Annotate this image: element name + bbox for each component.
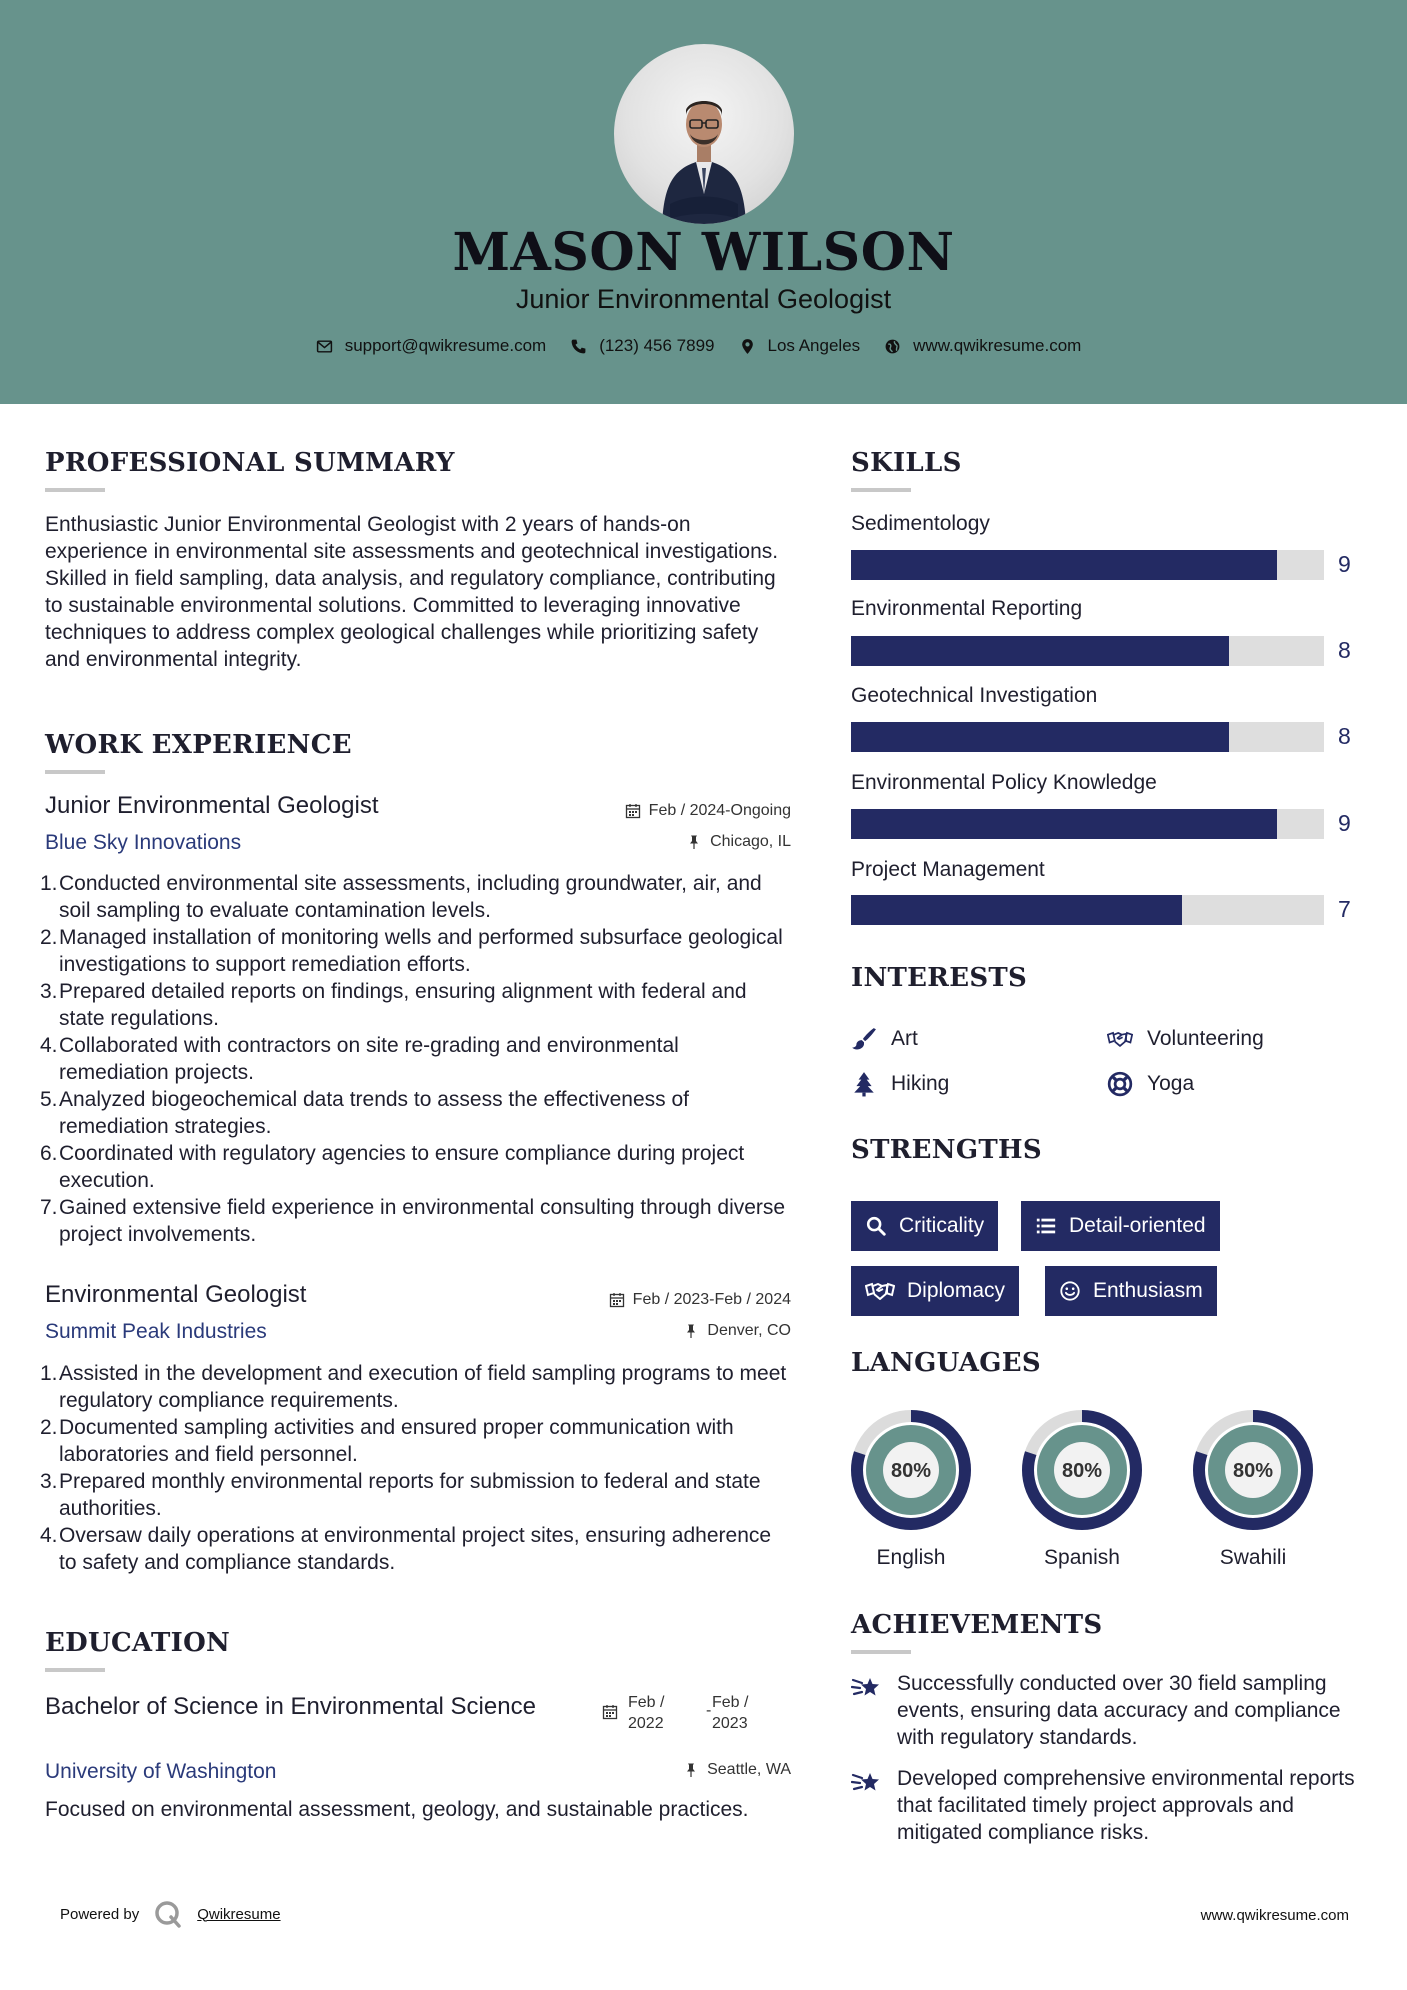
skill-bar-track [851, 636, 1324, 666]
language-gauge [1191, 1408, 1315, 1532]
education-description: Focused on environmental assessment, geology, and sustainable practices. [45, 1798, 749, 1821]
paintbrush-icon [851, 1026, 877, 1052]
job-2-location [500, 1322, 791, 1340]
language-spanish [1020, 1408, 1144, 1570]
strength-chip-criticality [851, 1201, 998, 1251]
skill-name: Environmental Reporting [851, 597, 1083, 620]
contact-location-text: Los Angeles [767, 336, 861, 355]
education-school: University of Washington [45, 1760, 277, 1783]
language-gauge [1020, 1408, 1144, 1532]
experience-title: WORK EXPERIENCE [45, 730, 352, 760]
shooting-star-icon [851, 1672, 881, 1702]
shooting-star-icon [851, 1767, 881, 1797]
qwikresume-logo-icon [153, 1899, 183, 1929]
language-name: Spanish [1044, 1546, 1120, 1569]
language-name: Swahili [1219, 1546, 1287, 1569]
interest-hiking [851, 1071, 949, 1097]
contact-phone[interactable] [570, 336, 714, 356]
contact-website-text: www.qwikresume.com [913, 336, 1082, 355]
language-percent: 80% [1232, 1460, 1274, 1482]
language-percent: 80% [890, 1460, 932, 1482]
education-date-dash: - [706, 1702, 712, 1719]
footer-powered-label: Powered by [60, 1905, 140, 1923]
skill-name: Project Management [851, 858, 1045, 881]
interest-label: Yoga [1147, 1072, 1195, 1095]
globe-icon [884, 338, 901, 355]
language-english [849, 1408, 973, 1570]
skill-bar-track [851, 895, 1324, 925]
skill-bar-fill [851, 550, 1277, 580]
skill-bar-fill [851, 636, 1229, 666]
header-band [0, 0, 1407, 404]
contact-bar [0, 336, 1407, 356]
skills-title: SKILLS [851, 448, 962, 478]
skill-level: 9 [1338, 551, 1351, 577]
achievement-text: Successfully conducted over 30 field sampling events, ensuring data accuracy and compliance with regulatory standards. [897, 1672, 1341, 1749]
interests-title: INTERESTS [851, 963, 1028, 993]
education-location-text: Seattle, WA [707, 1761, 791, 1778]
calendar-icon [625, 803, 641, 819]
job-2-location-text: Denver, CO [707, 1322, 791, 1339]
strength-chip-enthusiasm [1045, 1266, 1217, 1316]
contact-location [739, 336, 861, 356]
job-1-dates-text: Feb / 2024-Ongoing [648, 802, 791, 819]
skill-level: 7 [1338, 896, 1351, 922]
strength-label: Criticality [899, 1214, 985, 1237]
education-end-date: Feb / 2023 [712, 1694, 749, 1732]
language-percent: 80% [1061, 1460, 1103, 1482]
education-start-date: Feb / 2022 [628, 1694, 665, 1732]
contact-email-text: support@qwikresume.com [344, 336, 547, 355]
job-1-company: Blue Sky Innovations [45, 831, 242, 854]
skill-bar-track [851, 809, 1324, 839]
strength-label: Enthusiasm [1093, 1279, 1203, 1302]
interest-art [851, 1026, 918, 1052]
list-item: 4. Collaborated with contractors on site re-grading and environmental remediation projects. [40, 1034, 679, 1084]
strength-label: Diplomacy [907, 1279, 1006, 1302]
calendar-icon [602, 1704, 618, 1720]
education-calendar [602, 1704, 618, 1725]
achievement-text: Developed comprehensive environmental reports that facilitated timely project approvals and mitigated compliance risks. [897, 1767, 1355, 1844]
summary-title: PROFESSIONAL SUMMARY [45, 448, 455, 478]
achievements-title-rule [851, 1650, 911, 1654]
job-2-company: Summit Peak Industries [45, 1320, 267, 1343]
education-title: EDUCATION [45, 1628, 231, 1658]
list-item: 4. Oversaw daily operations at environmental project sites, ensuring adherence to safety and compliance standards. [40, 1524, 772, 1574]
contact-phone-text: (123) 456 7899 [599, 336, 715, 355]
job-1-title: Junior Environmental Geologist [45, 792, 379, 819]
experience-title-rule [45, 770, 105, 774]
education-title-rule [45, 1668, 105, 1672]
map-pin-icon [739, 338, 756, 355]
strength-chip-diplomacy [851, 1266, 1019, 1316]
list-item: 3. Prepared detailed reports on findings, ensuring alignment with federal and state regulations. [40, 980, 747, 1030]
skill-bar-fill [851, 722, 1229, 752]
language-swahili [1191, 1408, 1315, 1570]
footer-website[interactable]: www.qwikresume.com [1200, 1907, 1349, 1924]
pushpin-icon [686, 834, 702, 850]
handshake-icon [1107, 1026, 1133, 1052]
job-2-dates [500, 1291, 791, 1309]
skill-name: Geotechnical Investigation [851, 684, 1098, 707]
list-item: 6. Coordinated with regulatory agencies to ensure compliance during project execution. [40, 1142, 745, 1192]
job-2-dates-text: Feb / 2023-Feb / 2024 [632, 1291, 791, 1308]
summary-title-rule [45, 488, 105, 492]
skill-bar-track [851, 550, 1324, 580]
footer-powered-by [60, 1899, 281, 1929]
tree-icon [851, 1071, 877, 1097]
envelope-icon [316, 338, 333, 355]
contact-email[interactable] [316, 336, 547, 356]
job-2-duties [40, 1360, 790, 1576]
skill-name: Sedimentology [851, 512, 990, 535]
lifebuoy-icon [1107, 1071, 1133, 1097]
education-degree: Bachelor of Science in Environmental Science [45, 1693, 536, 1720]
calendar-icon [609, 1292, 625, 1308]
achievement-item [851, 1765, 1361, 1846]
strength-chip-detail-oriented [1021, 1201, 1220, 1251]
person-portrait-icon [614, 44, 794, 224]
search-icon [865, 1215, 887, 1237]
list-item: 5. Analyzed biogeochemical data trends to assess the effectiveness of remediation strategies. [40, 1088, 689, 1138]
pushpin-icon [683, 1762, 699, 1778]
strength-label: Detail-oriented [1069, 1214, 1206, 1237]
smile-icon [1059, 1280, 1081, 1302]
achievement-item [851, 1670, 1361, 1751]
skill-name: Environmental Policy Knowledge [851, 771, 1157, 794]
footer-brand-link[interactable]: Qwikresume [197, 1905, 281, 1923]
achievements-title: ACHIEVEMENTS [851, 1610, 1103, 1640]
phone-icon [570, 338, 587, 355]
skill-level: 8 [1338, 637, 1351, 663]
skill-bar-fill [851, 895, 1182, 925]
interest-yoga [1107, 1071, 1194, 1097]
list-item: 1. Assisted in the development and execution of field sampling programs to meet regulatory compliance requirements. [40, 1362, 787, 1412]
skill-bar-fill [851, 809, 1277, 839]
handshake-icon [865, 1280, 895, 1302]
interest-label: Art [891, 1027, 918, 1050]
skill-level: 9 [1338, 810, 1351, 836]
strengths-title: STRENGTHS [851, 1135, 1042, 1165]
job-1-location-text: Chicago, IL [710, 833, 791, 850]
list-icon [1035, 1215, 1057, 1237]
job-2-title: Environmental Geologist [45, 1281, 307, 1308]
profile-photo [614, 44, 794, 224]
interest-label: Volunteering [1147, 1027, 1264, 1050]
skill-level: 8 [1338, 723, 1351, 749]
language-gauge [849, 1408, 973, 1532]
interest-volunteering [1107, 1026, 1264, 1052]
skills-title-rule [851, 488, 911, 492]
list-item: 1. Conducted environmental site assessments, including groundwater, air, and soil sampling to evaluate contamination levels. [40, 872, 762, 922]
list-item: 7. Gained extensive field experience in environmental consulting through diverse project involvements. [40, 1196, 786, 1246]
language-name: English [876, 1546, 946, 1569]
candidate-headline: Junior Environmental Geologist [515, 284, 892, 314]
pushpin-icon [683, 1323, 699, 1339]
list-item: 2. Documented sampling activities and ensured proper communication with laboratories and field personnel. [40, 1416, 734, 1466]
candidate-name: MASON WILSON [452, 222, 955, 283]
job-1-location [500, 833, 791, 851]
list-item: 2. Managed installation of monitoring wells and performed subsurface geological investigations to support remediation efforts. [40, 926, 783, 976]
skill-bar-track [851, 722, 1324, 752]
interest-label: Hiking [891, 1072, 950, 1095]
summary-text: Enthusiastic Junior Environmental Geologist with 2 years of hands-on experience in environmental site assessments and geotechnical investigations. Skilled in field sampling, data analysis, and regulatory compliance, contributing to sustainable environmental solutions. Committed to leveraging innovative techniques to address complex geological challenges while prioritizing safety and environmental integrity. [45, 513, 779, 671]
languages-title: LANGUAGES [851, 1348, 1041, 1378]
contact-website[interactable] [884, 336, 1081, 356]
job-1-dates [500, 802, 791, 820]
education-location [560, 1761, 791, 1779]
job-1-duties [40, 870, 790, 1248]
list-item: 3. Prepared monthly environmental reports for submission to federal and state authorities. [40, 1470, 761, 1520]
